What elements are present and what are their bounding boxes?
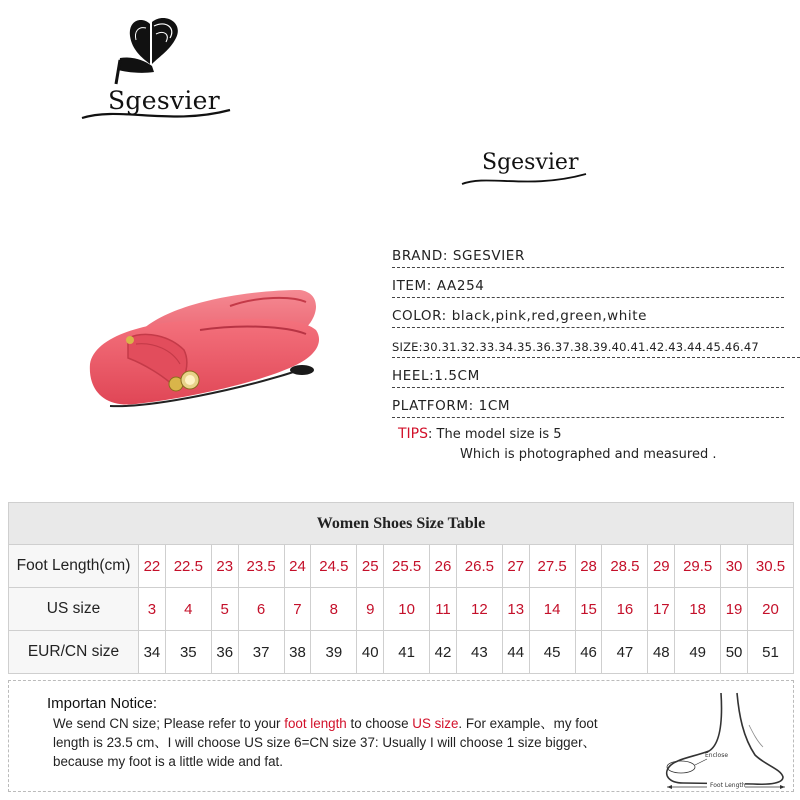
- size-cell: 46: [575, 631, 602, 674]
- spec-color: COLOR: black,pink,red,green,white: [392, 298, 784, 328]
- size-cell: 35: [165, 631, 211, 674]
- size-cell: 19: [721, 588, 748, 631]
- size-cell: 27.5: [529, 545, 575, 588]
- notice-text-1: We send CN size; Please refer to your: [53, 716, 285, 731]
- size-cell: 29.5: [675, 545, 721, 588]
- size-cell: 25.5: [384, 545, 430, 588]
- size-row-foot-length: [9, 545, 794, 588]
- spec-platform: PLATFORM: 1CM: [392, 388, 784, 418]
- size-cell: 45: [529, 631, 575, 674]
- size-cell: 26: [430, 545, 457, 588]
- diagram-label-enclose: Enclose: [705, 752, 729, 759]
- size-cell: 42: [430, 631, 457, 674]
- notice-text-2: to choose: [346, 716, 413, 731]
- size-cell: 41: [384, 631, 430, 674]
- size-cell: 23: [211, 545, 238, 588]
- size-cell: 47: [602, 631, 648, 674]
- size-cell: 16: [602, 588, 648, 631]
- size-cell: 27: [502, 545, 529, 588]
- notice-highlight-foot-length: foot length: [284, 716, 347, 731]
- size-cell: 38: [284, 631, 311, 674]
- size-cell: 28.5: [602, 545, 648, 588]
- notice-highlight-us-size: US size: [412, 716, 459, 731]
- size-cell: 15: [575, 588, 602, 631]
- notice-title: Importan Notice:: [47, 695, 158, 712]
- notice-box: [8, 680, 794, 792]
- size-cell: 13: [502, 588, 529, 631]
- size-cell: 24: [284, 545, 311, 588]
- size-cell: 14: [529, 588, 575, 631]
- size-cell: 28: [575, 545, 602, 588]
- size-cell: 20: [748, 588, 794, 631]
- brand-wordmark-small: Sgesvier: [482, 150, 579, 175]
- size-cell: 8: [311, 588, 357, 631]
- foot-measure-diagram: [653, 685, 793, 789]
- tips-line-2: Which is photographed and measured .: [460, 447, 717, 462]
- size-table: [8, 502, 794, 674]
- size-cell: 10: [384, 588, 430, 631]
- size-cell: 3: [139, 588, 166, 631]
- product-image: [80, 272, 330, 432]
- size-cell: 37: [238, 631, 284, 674]
- size-cell: 50: [721, 631, 748, 674]
- size-cell: 49: [675, 631, 721, 674]
- notice-body: [53, 714, 633, 771]
- size-cell: 7: [284, 588, 311, 631]
- size-cell: 25: [357, 545, 384, 588]
- size-cell: 39: [311, 631, 357, 674]
- size-cell: 6: [238, 588, 284, 631]
- size-cell: 34: [139, 631, 166, 674]
- shoe-icon: [80, 272, 330, 432]
- size-cell: 12: [456, 588, 502, 631]
- size-cell: 5: [211, 588, 238, 631]
- size-row-label: US size: [9, 588, 139, 631]
- brand-logo: [80, 14, 240, 130]
- size-cell: 30: [721, 545, 748, 588]
- size-cell: 29: [648, 545, 675, 588]
- tips-line-1: : The model size is 5: [428, 427, 562, 442]
- size-cell: 22.5: [165, 545, 211, 588]
- size-cell: 43: [456, 631, 502, 674]
- size-cell: 18: [675, 588, 721, 631]
- size-cell: 23.5: [238, 545, 284, 588]
- size-row-eur-cn-size: [9, 631, 794, 674]
- size-row-us-size: [9, 588, 794, 631]
- size-table-title: Women Shoes Size Table: [9, 503, 794, 545]
- spec-brand: BRAND: SGESVIER: [392, 238, 784, 268]
- brand-logo-small: [458, 146, 598, 196]
- tips-note: [398, 424, 716, 465]
- size-cell: 9: [357, 588, 384, 631]
- size-cell: 4: [165, 588, 211, 631]
- size-row-label: Foot Length(cm): [9, 545, 139, 588]
- size-cell: 36: [211, 631, 238, 674]
- size-cell: 40: [357, 631, 384, 674]
- size-cell: 30.5: [748, 545, 794, 588]
- tips-label: TIPS: [398, 426, 429, 442]
- size-cell: 22: [139, 545, 166, 588]
- size-row-label: EUR/CN size: [9, 631, 139, 674]
- size-cell: 11: [430, 588, 457, 631]
- size-cell: 44: [502, 631, 529, 674]
- brand-wordmark: Sgesvier: [108, 86, 221, 115]
- size-cell: 48: [648, 631, 675, 674]
- spec-item: ITEM: AA254: [392, 268, 784, 298]
- size-cell: 51: [748, 631, 794, 674]
- size-cell: 24.5: [311, 545, 357, 588]
- spec-size: SIZE:30.31.32.33.34.35.36.37.38.39.40.41.42.43.44.45.46.47: [392, 328, 800, 358]
- diagram-label-foot-length: Foot Length: [710, 782, 746, 789]
- notice-text-3: . For example、my foot length is 23.5 cm、I will choose US size 6=CN size 37: Usually I will choose 1 size bigger、because my foot is a little wide and fat.: [53, 716, 598, 769]
- size-cell: 17: [648, 588, 675, 631]
- spec-heel: HEEL:1.5CM: [392, 358, 784, 388]
- size-cell: 26.5: [456, 545, 502, 588]
